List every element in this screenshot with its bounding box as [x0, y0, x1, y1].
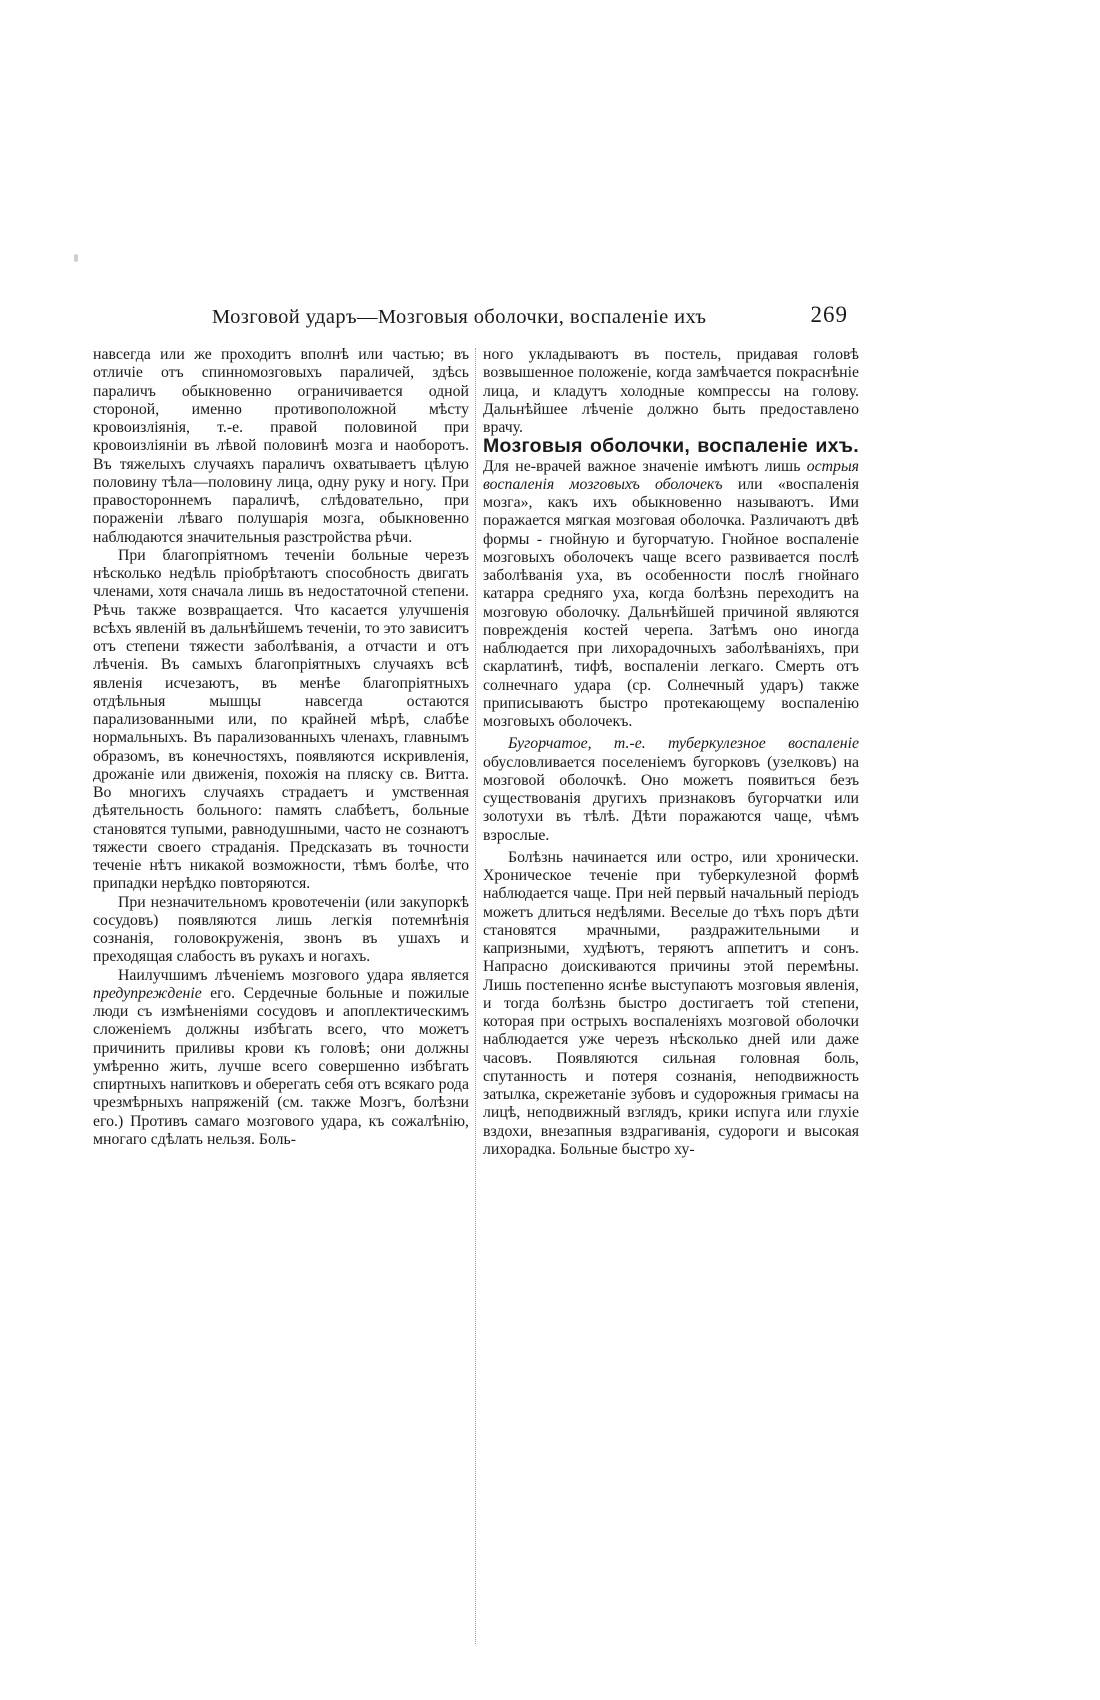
paragraph: При благопріятномъ теченіи больные черезъ нѣсколько недѣль пріобрѣтаютъ способность двигать членами, хотя сначала лишь въ недостаточной степени. Рѣчь также возвращается. Что касается улучшенія всѣхъ явленій въ дальнѣйшемъ теченіи, то это зависитъ отъ степени тяжести заболѣванія, а отчасти и отъ лѣченія. Въ самыхъ благопріятныхъ случаяхъ всѣ явленія исчезаютъ, въ менѣе благопріятныхъ отдѣльныя мышцы навсегда остаются парализованными или, по крайней мѣрѣ, слабѣе нормальныхъ. Въ парализованныхъ членахъ, главнымъ образомъ, въ конечностяхъ, появляются искривленія, дрожаніе или движенія, похожія на пляску св. Витта. Во многихъ случаяхъ страдаетъ и умственная дѣятельность больного: память слабѣетъ, больные становятся тупыми, равнодушными, часто не сознаютъ тяжести своего страданія. Предсказать въ точности теченіе нѣтъ никакой возможности, тѣмъ болѣе, что припадки нерѣдко повторяются.	[93, 546, 469, 893]
running-title: Мозговой ударъ—Мозговыя оболочки, воспаленіе ихъ	[212, 306, 707, 328]
text-run: или «воспаленія мозга», какъ ихъ обыкновенно называютъ. Ими поражается мягкая мозговая оболочка. Различаютъ двѣ формы - гнойную и бугорчатую. Гнойное воспаленіе мозговыхъ оболочекъ чаще всего развивается послѣ заболѣванія уха, въ особенности послѣ гнойнаго катарра средняго уха, когда болѣзнь переходитъ на мозговую оболочку. Дальнѣйшей причиной являются поврежденія костей черепа. Затѣмъ оно иногда наблюдается при лихорадочныхъ заболѣваніяхъ, при скарлатинѣ, тифѣ, воспаленіи легкаго. Смерть отъ солнечнаго удара (ср. Солнечный ударъ) также приписываютъ быстро протекающему воспаленію мозговыхъ оболочекъ.	[483, 475, 859, 730]
text-run: Для не-врачей важное значеніе имѣютъ лишь	[483, 457, 807, 475]
text-run: обусловливается поселеніемъ бугорковъ (узелковъ) на мозговой оболочкѣ. Оно можетъ появиться безъ существованія другихъ признаковъ бугорчатки или золотухи въ тѣлѣ. Дѣти поражаются чаще, чѣмъ взрослые.	[483, 753, 859, 844]
paragraph	[483, 735, 859, 845]
paragraph: ного укладываютъ въ постель, придавая головѣ возвышенное положеніе, когда замѣчается покраснѣніе лица, и кладутъ холодные компрессы на голову. Дальнѣйшее лѣченіе должно быть предоставлено врачу.	[483, 346, 859, 436]
paragraph	[93, 967, 469, 1150]
paragraph: навсегда или же проходитъ вполнѣ или частью; въ отличіе отъ спинномозговыхъ параличей, здѣсь параличъ обыкновенно ограничивается одной стороной, именно противоположной мѣсту кровоизліянія, т.-е. правой половиной при кровоизліяніи въ лѣвой половинѣ мозга и наоборотъ. Въ тяжелыхъ случаяхъ параличъ охватываетъ цѣлую половину тѣла—половину лица, одну руку и ногу. При правостороннемъ параличѣ, слѣдовательно, при пораженіи лѣваго полушарія мозга, обыкновенно наблюдаются значительныя разстройства рѣчи.	[93, 346, 469, 546]
paragraph: При незначительномъ кровотеченіи (или закупоркѣ сосудовъ) появляются лишь легкія потемнѣнія сознанія, головокруженія, звонъ въ ушахъ и преходящая слабость въ рукахъ и ногахъ.	[93, 893, 469, 966]
italic-term: острыя воспаленія мозговыхъ оболочекъ	[483, 457, 859, 493]
paragraph	[483, 437, 859, 731]
section-heading: Мозговыя оболочки, воспаленіе ихъ.	[483, 435, 859, 458]
paragraph: Болѣзнь начинается или остро, или хронически. Хроническое теченіе при туберкулезной формѣ наблюдается чаще. При ней первый начальный періодъ можетъ длиться недѣлями. Веселые до тѣхъ поръ дѣти становятся мрачными, раздражительными и капризными, худѣютъ, теряютъ аппетитъ и сонъ. Напрасно доискиваются причины этой перемѣны. Лишь постепенно яснѣе выступаютъ мозговыя явленія, и тогда болѣзнь быстро достигаетъ той степени, которая при острыхъ воспаленіяхъ мозговой оболочки наблюдается уже черезъ нѣсколько дней или даже часовъ. Появляются сильная головная боль, спутанность и потеря сознанія, неподвижность затылка, скрежетаніе зубовъ и судорожныя гримасы на лицѣ, неподвижный взглядъ, крики испуга или глухіе вздохи, внезапныя вздрагиванія, судороги и высокая лихорадка. Больные быстро ху-	[483, 848, 859, 1158]
right-column	[483, 346, 859, 1159]
text-run: его. Сердечные больные и пожилые люди съ измѣненіями сосудовъ и апоплектическимъ сложеніемъ должны избѣгать всего, что можетъ причинить приливы крови къ головѣ; они должны умѣренно жить, лучше всего совершенно избѣгать спиртныхъ напитковъ и оберегать себя отъ всякаго рода чрезмѣрныхъ напряженій (см. также Мозгъ, болѣзни его.) Противъ самаго мозгового удара, къ сожалѣнію, многаго сдѣлать нельзя. Боль-	[93, 984, 469, 1148]
text-run: Наилучшимъ лѣченіемъ мозгового удара является	[118, 966, 469, 984]
running-header	[200, 302, 848, 336]
italic-term: предупрежденіе	[93, 984, 202, 1002]
left-column	[93, 346, 469, 1149]
italic-term: Бугорчатое, т.-е. туберкулезное воспаленіе	[508, 735, 859, 753]
paper-smudge	[74, 254, 78, 262]
page-number: 269	[810, 302, 848, 327]
column-divider	[475, 348, 476, 1644]
